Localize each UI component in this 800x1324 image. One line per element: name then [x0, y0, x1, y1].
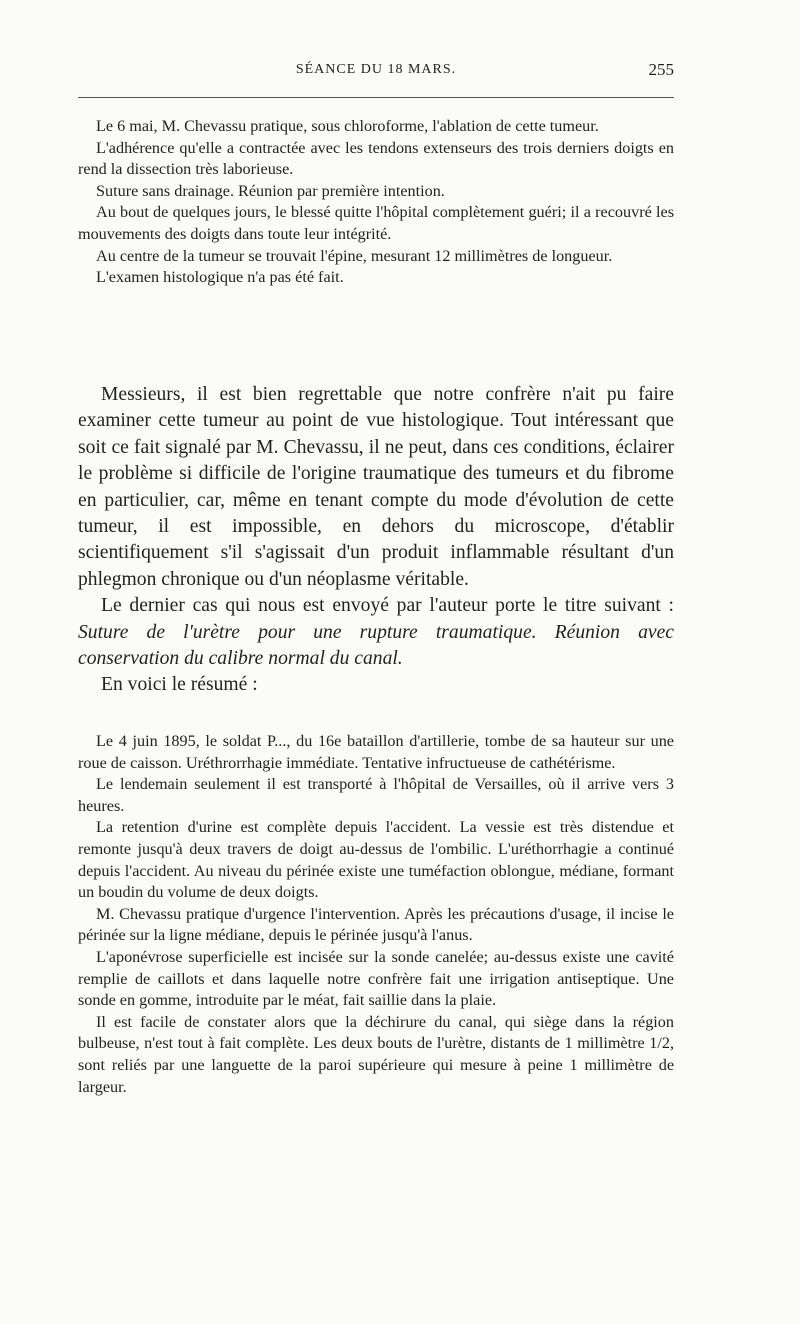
- paragraph: L'examen histologique n'a pas été fait.: [96, 268, 344, 287]
- case-summary-2: [78, 731, 674, 1098]
- running-title: SÉANCE DU 18 MARS.: [295, 62, 457, 77]
- paragraph: Le 4 juin 1895, le soldat P..., du 16e bataillon d'artillerie, tombe de sa hauteur sur une roue de caisson. Uréthrorrhagie immédiate. Tentative infructueuse de cathétérisme.: [78, 732, 674, 772]
- running-header: [78, 62, 674, 86]
- paragraph: Au centre de la tumeur se trouvait l'épine, mesurant 12 millimètres de longueur.: [96, 246, 613, 265]
- paragraph: L'aponévrose superficielle est incisée sur la sonde canelée; au-dessus existe une cavité remplie de caillots et dans laquelle notre confrère fait une irrigation antiseptique. Une sonde en gomme, introduite par le méat, fait saillie dans la plaie.: [78, 947, 674, 1010]
- paragraph: Suture sans drainage. Réunion par première intention.: [96, 181, 445, 200]
- commentary-paragraph-title: [78, 593, 674, 672]
- commentary-paragraph: Messieurs, il est bien regrettable que notre confrère n'ait pu faire examiner cette tumeur au point de vue histologique. Tout intéressant que soit ce fait signalé par M. Chevassu, il ne peut, dans ces conditions, éclairer le problème si difficile de l'origine traumatique des tumeurs et du fibrome en particulier, car, même en tenant compte du mode d'évolution de cette tumeur, il est impossible, en dehors du microscope, d'établir scientifiquement s'il s'agissait d'un produit inflammable résultant d'un phlegmon chronique ou d'un néoplasme véritable.: [78, 384, 674, 590]
- paragraph: L'adhérence qu'elle a contractée avec les tendons extenseurs des trois derniers doigts en rend la dissection très laborieuse.: [78, 138, 674, 179]
- paragraph: Le 6 mai, M. Chevassu pratique, sous chloroforme, l'ablation de cette tumeur.: [96, 117, 599, 135]
- case-summary-1: [78, 116, 674, 289]
- paragraph: M. Chevassu pratique d'urgence l'intervention. Après les précautions d'usage, il incise le périnée sur la ligne médiane, depuis le périnée jusqu'à l'anus.: [78, 904, 674, 945]
- paragraph: Au bout de quelques jours, le blessé quitte l'hôpital complètement guéri; il a recouvré les mouvements des doigts dans toute leur intégrité.: [78, 203, 674, 243]
- commentary: [78, 382, 674, 699]
- case-title: Suture de l'urètre pour une rupture traumatique. Réunion avec conservation du calibre normal du canal.: [78, 621, 674, 670]
- page-number: 255: [648, 60, 674, 79]
- paragraph-lead: Le dernier cas qui nous est envoyé par l'auteur porte le titre suivant :: [101, 595, 674, 617]
- commentary-paragraph: En voici le résumé :: [101, 674, 258, 696]
- paragraph: Il est facile de constater alors que la déchirure du canal, qui siège dans la région bulbeuse, n'est tout à fait complète. Les deux bouts de l'urètre, distants de 1 millimètre 1/2, sont reliés par une languette de la paroi supérieure qui mesure à peine 1 millimètre de largeur.: [78, 1012, 674, 1096]
- paragraph: Le lendemain seulement il est transporté à l'hôpital de Versailles, où il arrive vers 3 heures.: [78, 775, 674, 815]
- header-rule: [78, 97, 674, 98]
- paragraph: La retention d'urine est complète depuis l'accident. La vessie est très distendue et remonte jusqu'à deux travers de doigt au-dessus de l'ombilic. L'uréthorrhagie a continué depuis l'accident. Au niveau du périnée existe une tuméfaction oblongue, médiane, formant un boudin du volume de deux doigts.: [78, 818, 674, 902]
